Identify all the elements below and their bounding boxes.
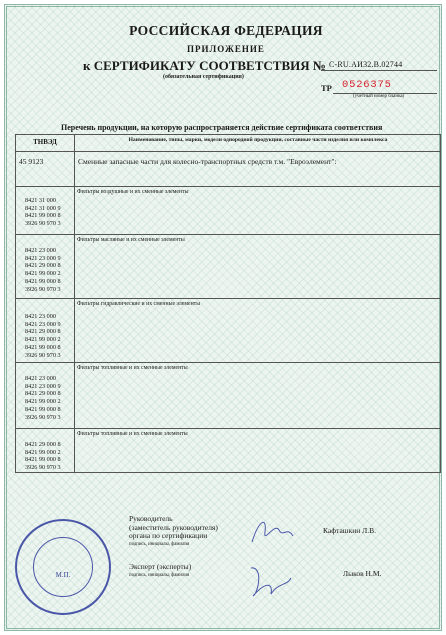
certification-type: (обязательная сертификация)	[163, 74, 244, 80]
product-group-name: Фильтры воздушные и их сменные элементы	[77, 189, 189, 195]
tnved-code: 8421 99 000 8	[25, 405, 61, 413]
country-title: РОССИЙСКАЯ ФЕДЕРАЦИЯ	[129, 23, 323, 38]
certificate-number-underline	[321, 70, 437, 71]
tnved-code: 3926 90 970 3	[25, 220, 61, 228]
tnved-code: 3926 90 970 3	[25, 464, 61, 472]
blank-number: 0526375	[342, 79, 392, 91]
tnved-code: 8421 29 000 8	[25, 390, 61, 398]
tnved-code: 3926 90 970 3	[25, 285, 61, 293]
tp-label: ТР	[321, 83, 332, 93]
tnved-code: 8421 99 000 8	[25, 456, 61, 464]
tnved-code: 8421 99 000 8	[25, 212, 61, 220]
certificate-sheet	[4, 4, 442, 631]
expert-signature-scribble	[243, 562, 295, 602]
head-signature-scribble	[247, 512, 297, 552]
tnved-code: 8421 99 000 2	[25, 398, 61, 406]
product-table	[15, 134, 441, 473]
product-group-air-filters	[16, 186, 440, 235]
product-group-codes	[25, 313, 61, 359]
appendix-title: ПРИЛОЖЕНИЕ	[187, 44, 265, 54]
product-group-name: Фильтры топливные и их сменные элементы	[77, 365, 188, 371]
head-name: Кафташкин Л.В.	[323, 526, 376, 535]
product-group-name: Фильтры гидравлические и их сменные элементы	[77, 301, 201, 307]
main-product-row	[16, 152, 440, 172]
blank-number-caption: (учетный номер бланка)	[353, 94, 405, 99]
expert-signature-block	[129, 563, 191, 580]
certificate-number: C-RU.АИ32.В.02744	[329, 60, 403, 69]
tnved-code: 3926 90 970 3	[25, 413, 61, 421]
tnved-code: 8421 99 000 2	[25, 336, 61, 344]
product-group-codes	[25, 197, 61, 228]
tnved-code: 8421 29 000 8	[25, 328, 61, 336]
main-product-code: 45 9123	[19, 157, 44, 166]
product-group-fuel-filters	[16, 362, 440, 429]
product-group-name: Фильтры масляные и их сменные элементы	[77, 237, 185, 243]
tnved-code: 8421 23 000 9	[25, 320, 61, 328]
main-product-name: Сменные запасные части для колесно-транспортных средств т.м. "Евроэлемент":	[78, 157, 337, 166]
head-signature-caption: подпись, инициалы, фамилия	[129, 541, 190, 547]
tnved-code: 8421 99 000 8	[25, 343, 61, 351]
product-group-name: Фильтры топливные и их сменные элементы	[77, 431, 188, 437]
tnved-code: 8421 23 000 9	[25, 254, 61, 262]
tnved-code: 8421 99 000 2	[25, 448, 61, 456]
tnved-code: 8421 31 000 9	[25, 204, 61, 212]
seal-mp-label: М.П.	[55, 571, 71, 579]
expert-name: Лыков Н.М.	[343, 569, 382, 578]
column-header-code: ТНВЭД	[33, 138, 57, 146]
head-label-line3: органа по сертификации	[129, 531, 208, 540]
tnved-code: 8421 23 000	[25, 247, 56, 254]
tnved-code: 8421 23 000 9	[25, 382, 61, 390]
certificate-title: к СЕРТИФИКАТУ СООТВЕТСТВИЯ №	[83, 58, 326, 73]
tnved-code: 8421 99 000 8	[25, 277, 61, 285]
product-group-oil-filters	[16, 234, 440, 299]
product-group-hydraulic-filters	[16, 298, 440, 363]
tnved-code: 8421 23 000	[25, 375, 56, 382]
expert-signature-caption: подпись, инициалы, фамилия	[129, 572, 190, 578]
seal-inner-ring	[33, 537, 93, 597]
product-list-title: Перечень продукции, на которую распространяется действие сертификата соответствия	[61, 123, 383, 132]
tnved-code: 8421 29 000 8	[25, 262, 61, 270]
head-label-line1: Руководитель	[129, 514, 173, 523]
column-header-name: Наименование, типы, марки, модели однородной продукции, составные части изделия или комплекса	[128, 137, 388, 143]
expert-label: Эксперт (эксперты)	[129, 562, 192, 571]
tnved-code: 8421 99 000 2	[25, 270, 61, 278]
product-group-fuel-filters-2	[16, 428, 440, 473]
organization-seal	[15, 519, 111, 615]
product-group-codes	[25, 247, 61, 293]
product-group-codes	[25, 375, 61, 421]
tnved-code: 8421 29 000 8	[25, 441, 61, 448]
tnved-code: 8421 31 000	[25, 197, 56, 204]
head-label-line2: (заместитель руководителя)	[129, 522, 218, 532]
product-group-codes	[25, 441, 61, 472]
tnved-code: 3926 90 970 3	[25, 351, 61, 359]
tnved-code: 8421 23 000	[25, 313, 56, 320]
head-signature-block	[129, 515, 218, 549]
